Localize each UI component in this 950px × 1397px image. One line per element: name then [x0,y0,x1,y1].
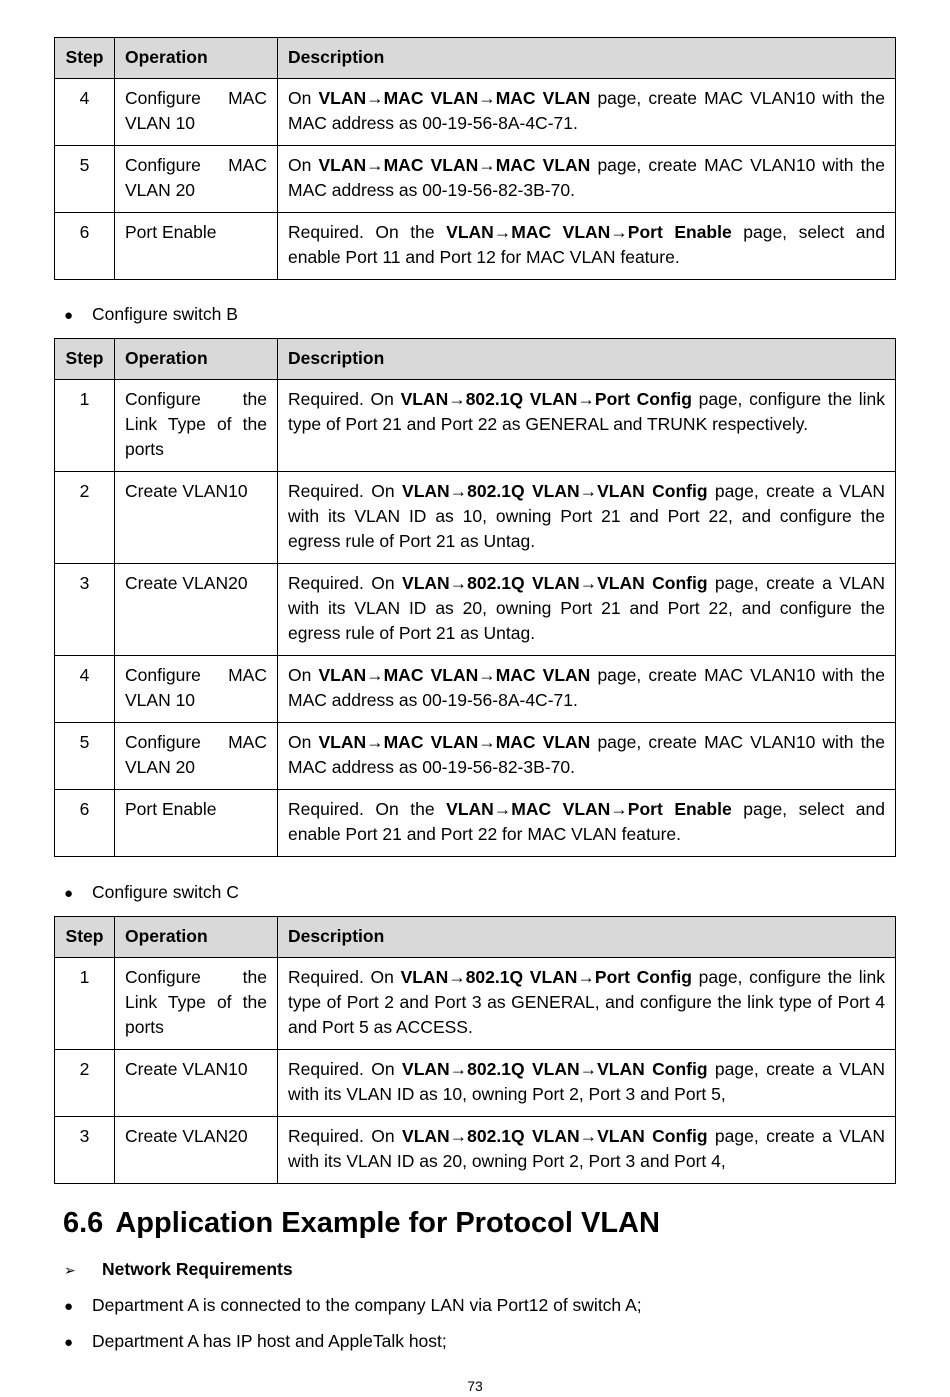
page-number: 73 [467,1378,483,1394]
step-number: 3 [55,564,115,656]
requirement-text: Department A has IP host and AppleTalk host; [92,1331,447,1351]
header-description: Description [278,917,896,958]
operation-cell: Configure the Link Type of the ports [115,380,278,472]
table-row [55,1050,896,1117]
operation-cell: Configure MAC VLAN 20 [115,146,278,213]
step-number: 3 [55,1117,115,1184]
menu-path: VLAN→802.1Q VLAN→Port Config [400,967,692,987]
header-description: Description [278,339,896,380]
operation-cell: Configure MAC VLAN 10 [115,656,278,723]
operation-cell: Port Enable [115,213,278,280]
description-cell: On VLAN→MAC VLAN→MAC VLAN page, create MAC VLAN10 with the MAC address as 00-19-56-8A-4C-71. [278,79,896,146]
subheading-text: Network Requirements [102,1259,293,1279]
menu-path: VLAN→802.1Q VLAN→Port Config [400,389,692,409]
table-row [55,564,896,656]
table-row [55,213,896,280]
step-number: 5 [55,146,115,213]
header-description: Description [278,38,896,79]
menu-path: VLAN→802.1Q VLAN→VLAN Config [402,573,708,593]
step-number: 4 [55,79,115,146]
requirement-text: Department A is connected to the company LAN via Port12 of switch A; [92,1295,642,1315]
menu-path: VLAN→MAC VLAN→Port Enable [446,799,732,819]
header-operation: Operation [115,917,278,958]
operation-cell: Create VLAN10 [115,472,278,564]
section-title: Application Example for Protocol VLAN [115,1207,660,1239]
header-step: Step [55,339,115,380]
table-row [55,958,896,1050]
menu-path: VLAN→MAC VLAN→MAC VLAN [318,155,591,175]
steps-table-switch-c [54,916,896,1184]
header-step: Step [55,38,115,79]
menu-path: VLAN→MAC VLAN→MAC VLAN [318,88,591,108]
description-cell: On VLAN→MAC VLAN→MAC VLAN page, create MAC VLAN10 with the MAC address as 00-19-56-8A-4C-71. [278,656,896,723]
table-row [55,380,896,472]
menu-path: VLAN→MAC VLAN→MAC VLAN [318,732,591,752]
description-cell: Required. On the VLAN→MAC VLAN→Port Enable page, select and enable Port 11 and Port 12 for MAC VLAN feature. [278,213,896,280]
operation-cell: Configure the Link Type of the ports [115,958,278,1050]
table-row [55,723,896,790]
description-cell: Required. On VLAN→802.1Q VLAN→VLAN Config page, create a VLAN with its VLAN ID as 20, owning Port 2, Port 3 and Port 4, [278,1117,896,1184]
description-cell: Required. On VLAN→802.1Q VLAN→VLAN Config page, create a VLAN with its VLAN ID as 20, owning Port 21 and Port 22, and configure the egress rule of Port 21 as Untag. [278,564,896,656]
bullet-dot-icon: ● [64,885,74,902]
step-number: 1 [55,958,115,1050]
section-heading [63,1203,660,1243]
step-number: 4 [55,656,115,723]
header-operation: Operation [115,339,278,380]
description-cell: Required. On VLAN→802.1Q VLAN→VLAN Config page, create a VLAN with its VLAN ID as 10, owning Port 2, Port 3 and Port 5, [278,1050,896,1117]
description-cell: Required. On VLAN→802.1Q VLAN→VLAN Config page, create a VLAN with its VLAN ID as 10, owning Port 21 and Port 22, and configure the egress rule of Port 21 as Untag. [278,472,896,564]
operation-cell: Port Enable [115,790,278,857]
table-row [55,146,896,213]
requirement-item [64,1293,642,1319]
table-row [55,79,896,146]
bullet-configure-switch-c [64,880,239,906]
header-operation: Operation [115,38,278,79]
operation-cell: Create VLAN20 [115,564,278,656]
operation-cell: Configure MAC VLAN 20 [115,723,278,790]
arrow-bullet-icon: ➢ [64,1262,76,1278]
header-step: Step [55,917,115,958]
table-header [55,38,896,79]
menu-path: VLAN→802.1Q VLAN→VLAN Config [402,481,708,501]
section-number: 6.6 [63,1207,104,1239]
bullet-dot-icon: ● [64,1334,74,1351]
description-cell: On VLAN→MAC VLAN→MAC VLAN page, create MAC VLAN10 with the MAC address as 00-19-56-82-3B-70. [278,146,896,213]
table-row [55,656,896,723]
step-number: 2 [55,1050,115,1117]
step-number: 6 [55,213,115,280]
bullet-dot-icon: ● [64,1298,74,1315]
table-row [55,790,896,857]
bullet-text: Configure switch C [92,882,239,902]
table-header [55,917,896,958]
description-cell: On VLAN→MAC VLAN→MAC VLAN page, create MAC VLAN10 with the MAC address as 00-19-56-82-3B-70. [278,723,896,790]
menu-path: VLAN→MAC VLAN→Port Enable [446,222,732,242]
menu-path: VLAN→802.1Q VLAN→VLAN Config [402,1059,708,1079]
description-cell: Required. On VLAN→802.1Q VLAN→Port Config page, configure the link type of Port 2 and Port 3 as GENERAL, and configure the link type of Port 4 and Port 5 as ACCESS. [278,958,896,1050]
step-number: 2 [55,472,115,564]
menu-path: VLAN→MAC VLAN→MAC VLAN [318,665,591,685]
bullet-dot-icon: ● [64,307,74,324]
table-header [55,339,896,380]
step-number: 1 [55,380,115,472]
description-cell: Required. On VLAN→802.1Q VLAN→Port Config page, configure the link type of Port 21 and Port 22 as GENERAL and TRUNK respectively. [278,380,896,472]
bullet-configure-switch-b [64,302,238,328]
step-number: 6 [55,790,115,857]
steps-table-switch-a [54,37,896,280]
steps-table-switch-b [54,338,896,857]
requirement-item [64,1329,447,1355]
bullet-text: Configure switch B [92,304,238,324]
table-row [55,1117,896,1184]
step-number: 5 [55,723,115,790]
description-cell: Required. On the VLAN→MAC VLAN→Port Enable page, select and enable Port 21 and Port 22 for MAC VLAN feature. [278,790,896,857]
operation-cell: Configure MAC VLAN 10 [115,79,278,146]
menu-path: VLAN→802.1Q VLAN→VLAN Config [402,1126,708,1146]
table-row [55,472,896,564]
operation-cell: Create VLAN20 [115,1117,278,1184]
subheading-network-requirements [64,1257,293,1282]
operation-cell: Create VLAN10 [115,1050,278,1117]
